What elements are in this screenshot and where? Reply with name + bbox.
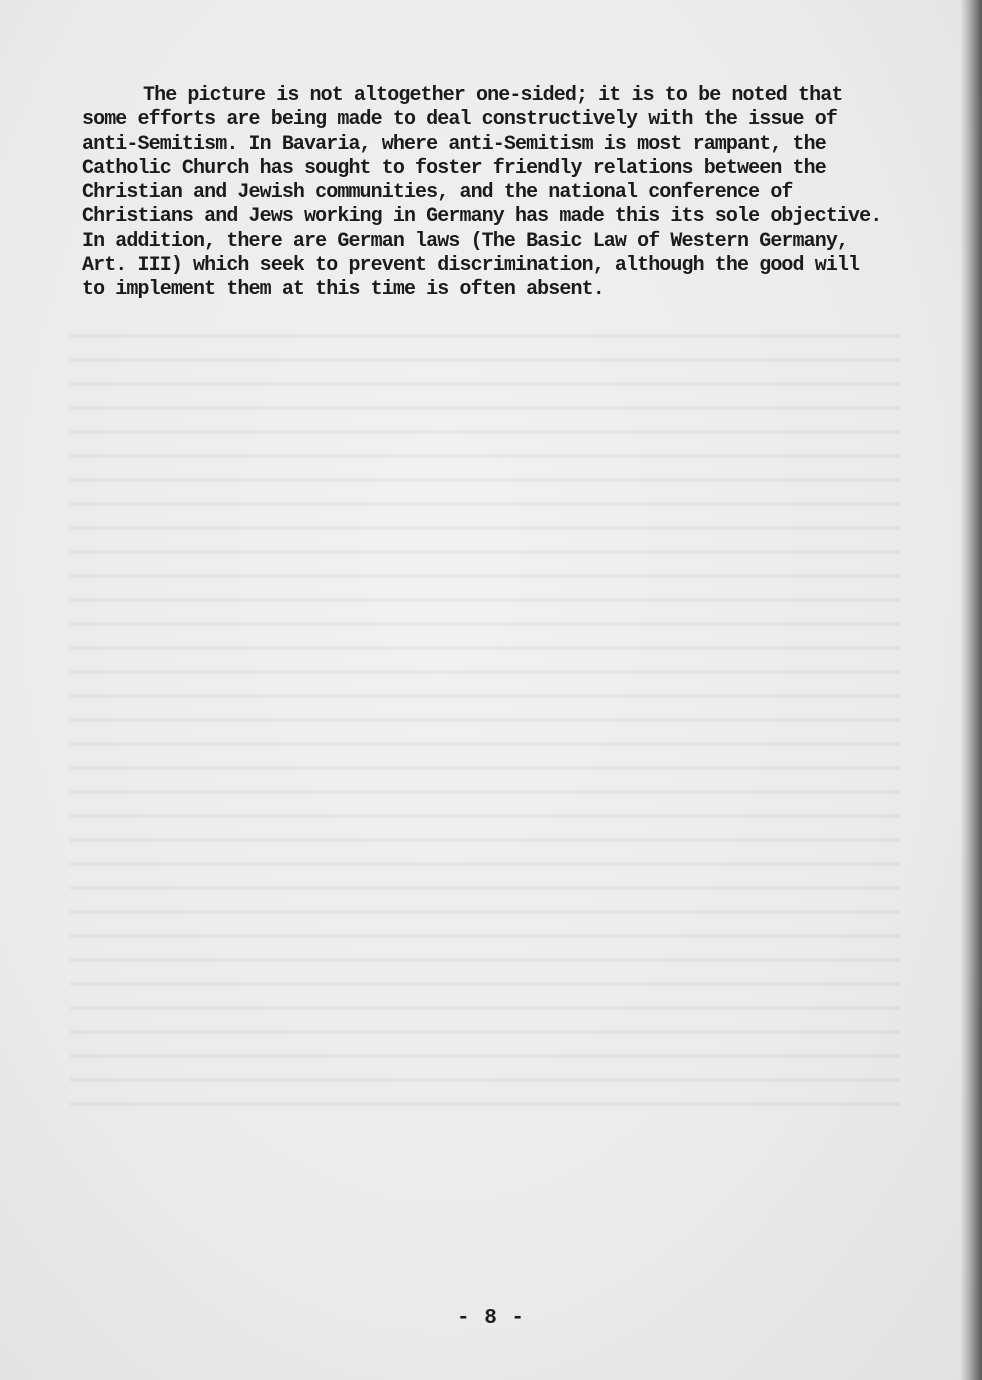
paragraph-line: Christians and Jews working in Germany has made this its sole objective.	[82, 205, 882, 229]
body-paragraph	[82, 84, 962, 303]
page-number: - 8 -	[456, 1307, 525, 1330]
page-edge-shadow	[960, 0, 982, 1380]
paragraph-line: some efforts are being made to deal constructively with the issue of	[82, 108, 837, 132]
paragraph-line: In addition, there are German laws (The Basic Law of Western Germany,	[82, 229, 849, 253]
paragraph-line: anti-Semitism. In Bavaria, where anti-Semitism is most rampant, the	[82, 132, 826, 156]
paragraph-line: Catholic Church has sought to foster friendly relations between the	[82, 156, 826, 180]
bleed-through-texture	[70, 320, 900, 1120]
paragraph-line: The picture is not altogether one-sided; it is to be noted that	[143, 84, 843, 107]
paragraph-line: Art. III) which seek to prevent discrimination, although the good will	[82, 254, 860, 278]
paragraph-line: to implement them at this time is often absent.	[82, 278, 604, 302]
paragraph-line: Christian and Jewish communities, and the national conference of	[82, 181, 793, 205]
